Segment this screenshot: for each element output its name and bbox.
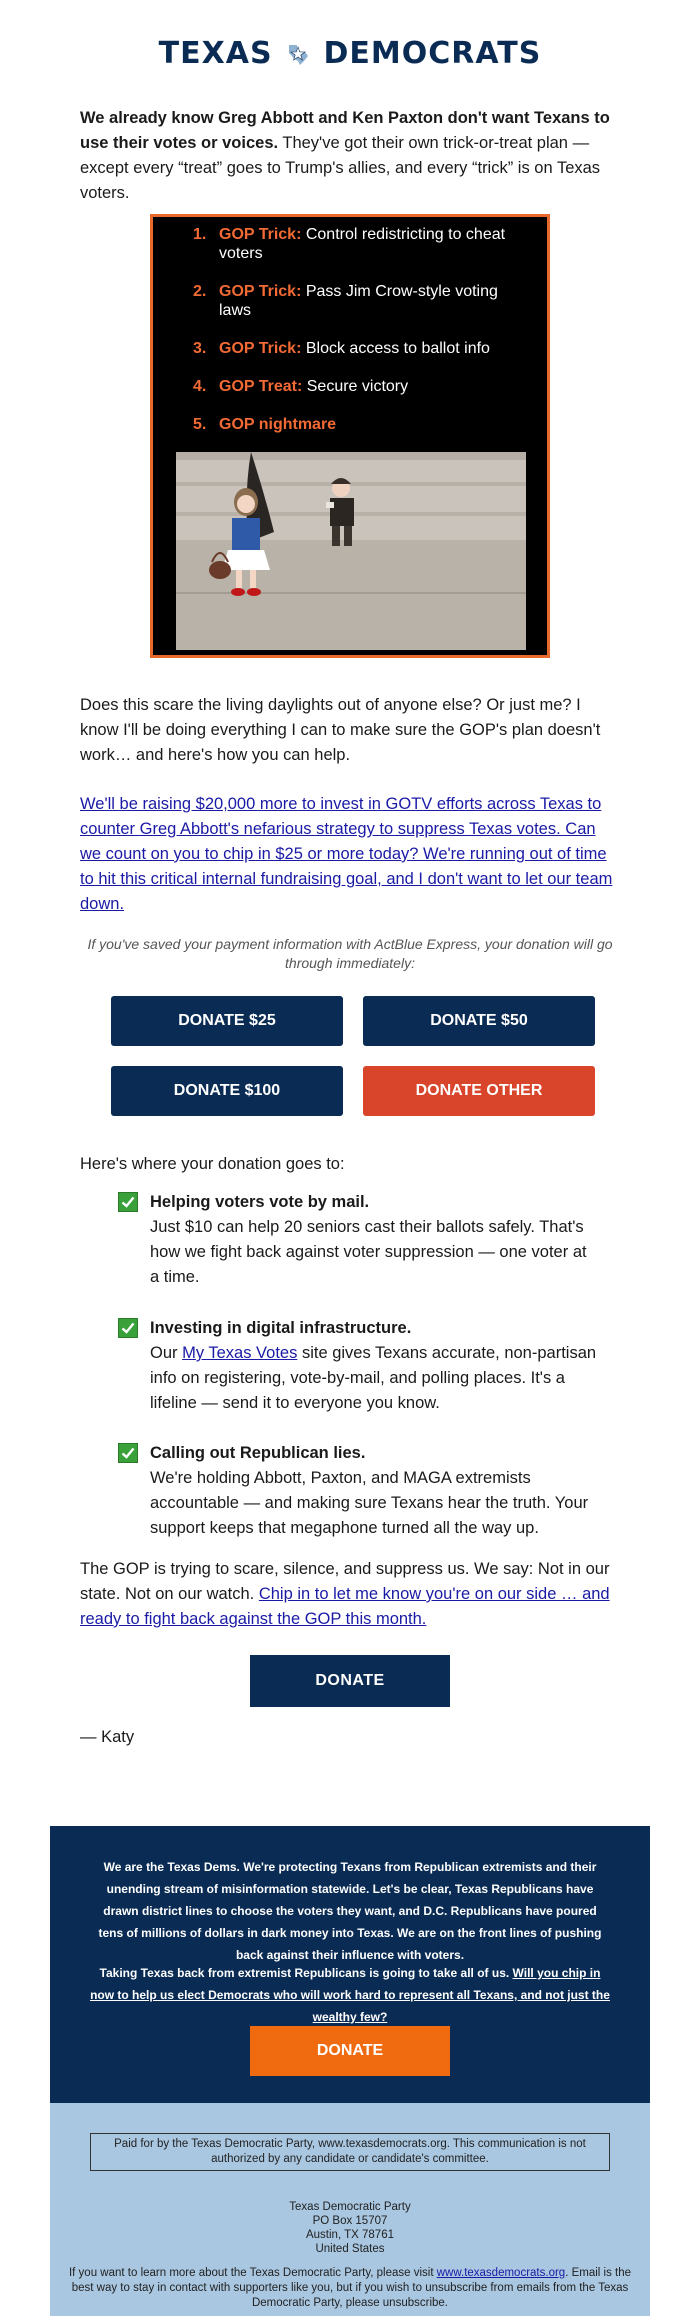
item-title: Calling out Republican lies. xyxy=(150,1444,366,1462)
my-texas-votes-link[interactable]: My Texas Votes xyxy=(182,1344,298,1362)
donation-goes-heading: Here's where your donation goes to: xyxy=(80,1155,345,1173)
scare-paragraph: Does this scare the living daylights out of anyone else? Or just me? I know I'll be doing everything I can to make sure the GOP's plan doesn't work… and here's how you can help. xyxy=(80,696,601,764)
donate-100-button[interactable]: DONATE $100 xyxy=(111,1066,343,1116)
logo-text-left: TEXAS xyxy=(158,36,273,71)
donation-item-vote-by-mail xyxy=(118,1190,598,1290)
list-item: 3. GOP Trick: Block access to ballot info xyxy=(193,340,490,357)
donate-25-button[interactable]: DONATE $25 xyxy=(111,996,343,1046)
list-item: 5. GOP nightmare xyxy=(193,416,337,433)
item-title: Helping voters vote by mail. xyxy=(150,1193,370,1211)
texas-star-icon xyxy=(285,41,311,67)
footer-chip-in-link[interactable]: Will you chip in now to help us elect Democrats who will work hard to represent all Texans, and not just the wealthy few? xyxy=(90,1966,610,2024)
chip-in-link[interactable]: Chip in to let me know you're on our side … and ready to fight back against the GOP this month. xyxy=(80,1585,610,1628)
halloween-kids-image xyxy=(176,452,526,650)
footer-about-section xyxy=(50,1826,650,2103)
intro-paragraph xyxy=(80,106,620,206)
donation-item-digital: Investing in digital infrastructure. Our My Texas Votes site gives Texans accurate, non-partisan info on registering, vote-by-mail, and polling places. It's a lifeline — send it to everyone you know. xyxy=(118,1316,598,1416)
checkbox-checked-icon xyxy=(118,1192,138,1212)
footer-about-text: We are the Texas Dems. We're protecting Texans from Republican extremists and their unending stream of misinformation statewide. Let's be clear, Texas Republicans have drawn district lines to choose the voters they want, and D.C. Republicans have poured tens of millions of dollars in dark money into Texas. We are on the front lines of pushing back against their influence with voters. xyxy=(98,1860,602,1962)
donate-button[interactable]: DONATE xyxy=(250,1655,450,1707)
paid-for-disclaimer: Paid for by the Texas Democratic Party, www.texasdemocrats.org. This communication is not authorized by any candidate or candidate's committee. xyxy=(90,2133,610,2171)
list-item: 4. GOP Treat: Secure victory xyxy=(193,378,409,395)
unsubscribe-text: If you want to learn more about the Texas Democratic Party, please visit www.texasdemocrats.org. Email is the best way to stay in contact with supporters like you, but if you wish to unsubscribe from emails from the Texas Democratic Party, please unsubscribe. xyxy=(68,2267,632,2309)
donate-other-button[interactable]: DONATE OTHER xyxy=(363,1066,595,1116)
item-body: Just $10 can help 20 seniors cast their ballots safely. That's how we fight back against voter suppression — one voter at a time. xyxy=(150,1218,587,1286)
closing-paragraph: The GOP is trying to scare, silence, and suppress us. We say: Not in our state. Not on our watch. Chip in to let me know you're on our side … and ready to fight back against the GOP this month. xyxy=(80,1560,610,1628)
list-item: 1. GOP Trick: Control redistricting to cheat voters xyxy=(193,226,506,262)
trick-or-treat-graphic xyxy=(150,214,550,658)
texasdemocrats-link[interactable]: www.texasdemocrats.org xyxy=(436,2267,566,2279)
checkbox-checked-icon xyxy=(118,1318,138,1338)
checkbox-checked-icon xyxy=(118,1443,138,1463)
actblue-note: If you've saved your payment information with ActBlue Express, your donation will go through immediately: xyxy=(87,936,613,971)
donation-item-republican-lies xyxy=(118,1441,598,1541)
signature: — Katy xyxy=(80,1728,135,1746)
texas-democrats-logo[interactable] xyxy=(0,36,700,76)
item-body: We're holding Abbott, Paxton, and MAGA extremists accountable — and making sure Texans hear the truth. Your support keeps that megaphone turned all the way up. xyxy=(150,1469,589,1537)
trick-list xyxy=(193,225,533,453)
footer-legal-section xyxy=(50,2103,650,2316)
footer-cta: Taking Texas back from extremist Republicans is going to take all of us. Will you chip in now to help us elect Democrats who will work hard to represent all Texans, and not just the wealthy few? xyxy=(90,1966,610,2024)
intro-bold: We already know Greg Abbott and Ken Paxton don't want Texans to use their votes or voices. xyxy=(80,109,610,152)
intro-rest: They've got their own trick-or-treat plan — except every “treat” goes to Trump's allies, and every “trick” is on Texas voters. xyxy=(80,134,601,202)
item-title: Investing in digital infrastructure. xyxy=(150,1319,412,1337)
list-item: 2. GOP Trick: Pass Jim Crow-style voting laws xyxy=(193,283,498,319)
footer-donate-button[interactable]: DONATE xyxy=(250,2026,450,2076)
fundraising-ask-link[interactable]: We'll be raising $20,000 more to invest in GOTV efforts across Texas to counter Greg Abbott's nefarious strategy to suppress Texas votes. Can we count on you to chip in $25 or more today? We're running out of time to hit this critical internal fundraising goal, and I don't want to let our team down. xyxy=(80,795,613,913)
logo-text-right: DEMOCRATS xyxy=(323,36,542,71)
fundraising-ask-link-wrap xyxy=(80,792,620,917)
donate-50-button[interactable]: DONATE $50 xyxy=(363,996,595,1046)
mailing-address: Texas Democratic Party PO Box 15707 Austin, TX 78761 United States xyxy=(289,2201,411,2255)
